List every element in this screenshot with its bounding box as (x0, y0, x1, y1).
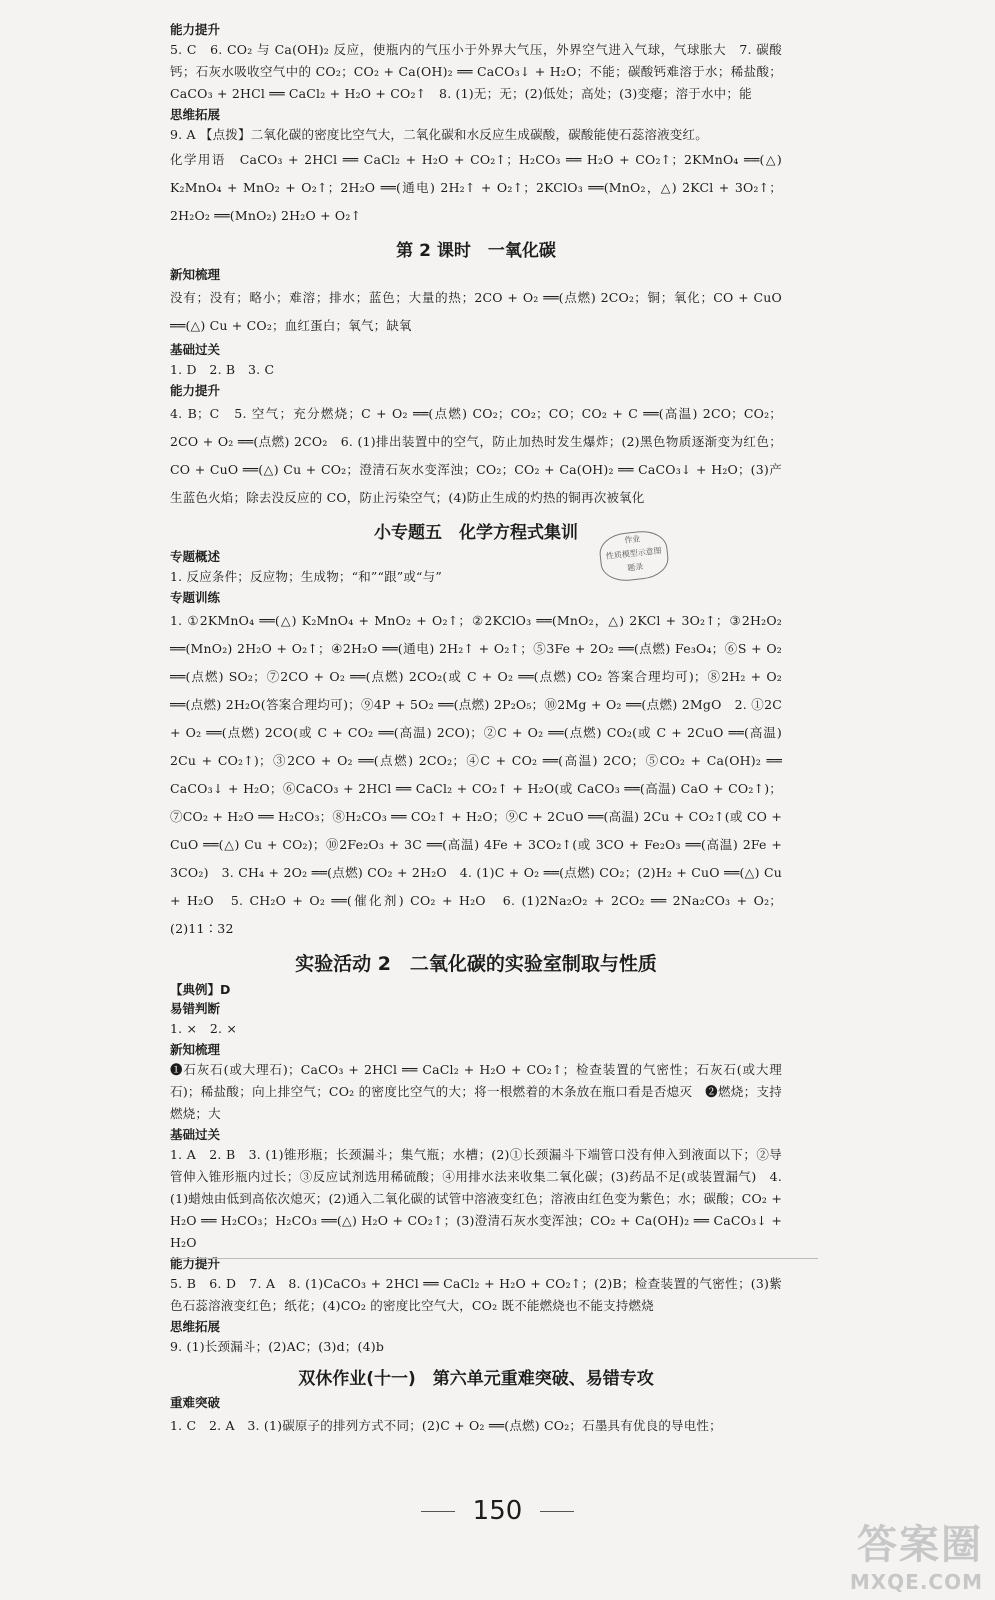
stamp-line-2: 性质模型示意图 (605, 546, 663, 561)
divider (170, 1258, 818, 1259)
answer-paragraph: 5. C 6. CO₂ 与 Ca(OH)₂ 反应，使瓶内的气压小于外界大气压，外界空气进入气球，气球胀大 7. 碳酸钙；石灰水吸收空气中的 CO₂；CO₂ + Ca(OH)₂ ══ CaCO₃↓ + H₂O；不能；碳酸钙难溶于水；稀盐酸；CaCO₃ + 2HCl ══ CaCl₂ + H₂O + CO₂↑ 8. (1)无；无；(2)低处；高处；(3)变瘪；溶于水中；能 (170, 42, 782, 101)
section-heading: 思维拓展 (170, 1319, 221, 1334)
watermark-line-2: MXQE.COM (849, 1570, 983, 1594)
watermark (813, 1513, 983, 1594)
answer-paragraph: 9. (1)长颈漏斗；(2)AC；(3)d；(4)b (170, 1339, 385, 1354)
answer-paragraph: 1. × 2. × (170, 1021, 238, 1036)
answer-paragraph: 5. B 6. D 7. A 8. (1)CaCO₃ + 2HCl ══ CaCl₂ + H₂O + CO₂↑；(2)B；检查装置的气密性；(3)紫色石蕊溶液变红色；纸花；(4)CO₂ 的密度比空气大，CO₂ 既不能燃烧也不能支持燃烧 (170, 1276, 782, 1313)
section-heading: 新知梳理 (170, 267, 221, 282)
section-title: 第 2 课时 一氧化碳 (396, 241, 556, 261)
dash-right (540, 1511, 574, 1512)
answer-paragraph: ❶石灰石(或大理石)；CaCO₃ + 2HCl ══ CaCl₂ + H₂O + CO₂↑；检查装置的气密性；石灰石(或大理石)；稀盐酸；向上排空气；CO₂ 的密度比空气的大；将一根燃着的木条放在瓶口看是否熄灭 ❷燃烧；支持燃烧；大 (170, 1062, 782, 1121)
answer-paragraph: 1. D 2. B 3. C (170, 362, 275, 377)
section-title: 实验活动 2 二氧化碳的实验室制取与性质 (295, 953, 657, 975)
watermark-line-1: 答案圈 (857, 1522, 983, 1568)
dash-left (421, 1511, 455, 1512)
answer-paragraph: 没有；没有；略小；难溶；排水；蓝色；大量的热；2CO + O₂ ══(点燃) 2CO₂；铜；氧化；CO + CuO ══(△) Cu + CO₂；血红蛋白；氧气；缺氧 (170, 290, 782, 333)
stamp-line-1: 作业 (623, 534, 641, 545)
answer-paragraph: 1. C 2. A 3. (1)碳原子的排列方式不同；(2)C + O₂ ══(点燃) CO₂；石墨具有优良的导电性； (170, 1418, 722, 1433)
section-heading: 思维拓展 (170, 107, 221, 122)
answer-page (170, 20, 782, 1440)
stamp-line-3: 题录 (626, 562, 644, 573)
section-heading: 新知梳理 (170, 1042, 221, 1057)
answer-paragraph: 1. 反应条件；反应物；生成物；“和”“跟”或“与” (170, 569, 442, 584)
section-heading: 【典例】D (170, 982, 231, 997)
answer-paragraph: 化学用语 CaCO₃ + 2HCl ══ CaCl₂ + H₂O + CO₂↑；H₂CO₃ ══ H₂O + CO₂↑；2KMnO₄ ══(△) K₂MnO₄ + MnO₂ + O₂↑；2H₂O ══(通电) 2H₂↑ + O₂↑；2KClO₃ ══(MnO₂，△) 2KCl + 3O₂↑；2H₂O₂ ══(MnO₂) 2H₂O + O₂↑ (170, 152, 782, 223)
section-heading: 易错判断 (170, 1001, 221, 1016)
section-heading: 专题概述 (170, 549, 221, 564)
section-heading: 基础过关 (170, 1127, 221, 1142)
answer-paragraph: 9. A 【点拨】二氧化碳的密度比空气大，二氧化碳和水反应生成碳酸，碳酸能使石蕊溶液变红。 (170, 127, 708, 142)
section-heading: 专题训练 (170, 590, 221, 605)
answer-paragraph: 1. ①2KMnO₄ ══(△) K₂MnO₄ + MnO₂ + O₂↑；②2KClO₃ ══(MnO₂，△) 2KCl + 3O₂↑；③2H₂O₂ ══(MnO₂) 2H₂O + O₂↑；④2H₂O ══(通电) 2H₂↑ + O₂↑；⑤3Fe + 2O₂ ══(点燃) Fe₃O₄；⑥S + O₂ ══(点燃) SO₂；⑦2CO + O₂ ══(点燃) 2CO₂(或 C + O₂ ══(点燃) CO₂ 答案合理均可)；⑧2H₂ + O₂ ══(点燃) 2H₂O(答案合理均可)；⑨4P + 5O₂ ══(点燃) 2P₂O₅；⑩2Mg + O₂ ══(点燃) 2MgO 2. ①2C + O₂ ══(点燃) 2CO(或 C + CO₂ ══(高温) 2CO)；②C + O₂ ══(点燃) CO₂(或 C + 2CuO ══(高温) 2Cu + CO₂↑)；③2CO + O₂ ══(点燃) 2CO₂；④C + CO₂ ══(高温) 2CO；⑤CO₂ + Ca(OH)₂ ══ CaCO₃↓ + H₂O；⑥CaCO₃ + 2HCl ══ CaCl₂ + CO₂↑ + H₂O(或 CaCO₃ ══(高温) CaO + CO₂↑)；⑦CO₂ + H₂O ══ H₂CO₃；⑧H₂CO₃ ══ CO₂↑ + H₂O；⑨C + 2CuO ══(高温) 2Cu + CO₂↑(或 CO + CuO ══(△) Cu + CO₂)；⑩2Fe₂O₃ + 3C ══(高温) 4Fe + 3CO₂↑(或 3CO + Fe₂O₃ ══(高温) 2Fe + 3CO₂) 3. CH₄ + 2O₂ ══(点燃) CO₂ + 2H₂O 4. (1)C + O₂ ══(点燃) CO₂；(2)H₂ + CuO ══(△) Cu + H₂O 5. CH₂O + O₂ ══(催化剂) CO₂ + H₂O 6. (1)2Na₂O₂ + 2CO₂ ══ 2Na₂CO₃ + O₂；(2)11∶32 (170, 613, 782, 936)
answer-paragraph: 4. B；C 5. 空气；充分燃烧；C + O₂ ══(点燃) CO₂；CO₂；CO；CO₂ + C ══(高温) 2CO；CO₂；2CO + O₂ ══(点燃) 2CO₂ 6. (1)排出装置中的空气，防止加热时发生爆炸；(2)黑色物质逐渐变为红色；CO + CuO ══(△) Cu + CO₂；澄清石灰水变浑浊；CO₂；CO₂ + Ca(OH)₂ ══ CaCO₃↓ + H₂O；(3)产生蓝色火焰；除去没反应的 CO，防止污染空气；(4)防止生成的灼热的铜再次被氧化 (170, 406, 782, 505)
section-heading: 能力提升 (170, 1256, 221, 1271)
section-heading: 能力提升 (170, 383, 221, 398)
section-heading: 重难突破 (170, 1395, 221, 1410)
section-title: 小专题五 化学方程式集训 (374, 523, 578, 543)
section-heading: 能力提升 (170, 22, 221, 37)
section-heading: 基础过关 (170, 342, 221, 357)
page-number-text: 150 (472, 1496, 523, 1526)
answer-paragraph: 1. A 2. B 3. (1)锥形瓶；长颈漏斗；集气瓶；水槽；(2)①长颈漏斗下端管口没有伸入到液面以下；②导管伸入锥形瓶内过长；③反应试剂选用稀硫酸；④用排水法来收集二氧化碳；(3)药品不足(或装置漏气) 4. (1)蜡烛由低到高依次熄灭；(2)通入二氧化碳的试管中溶液变红色；溶液由红色变为紫色；水；碳酸；CO₂ + H₂O ══ H₂CO₃；H₂CO₃ ══(△) H₂O + CO₂↑；(3)澄清石灰水变浑浊；CO₂ + Ca(OH)₂ ══ CaCO₃↓ + H₂O (170, 1147, 782, 1250)
section-title: 双休作业(十一) 第六单元重难突破、易错专攻 (298, 1369, 654, 1389)
